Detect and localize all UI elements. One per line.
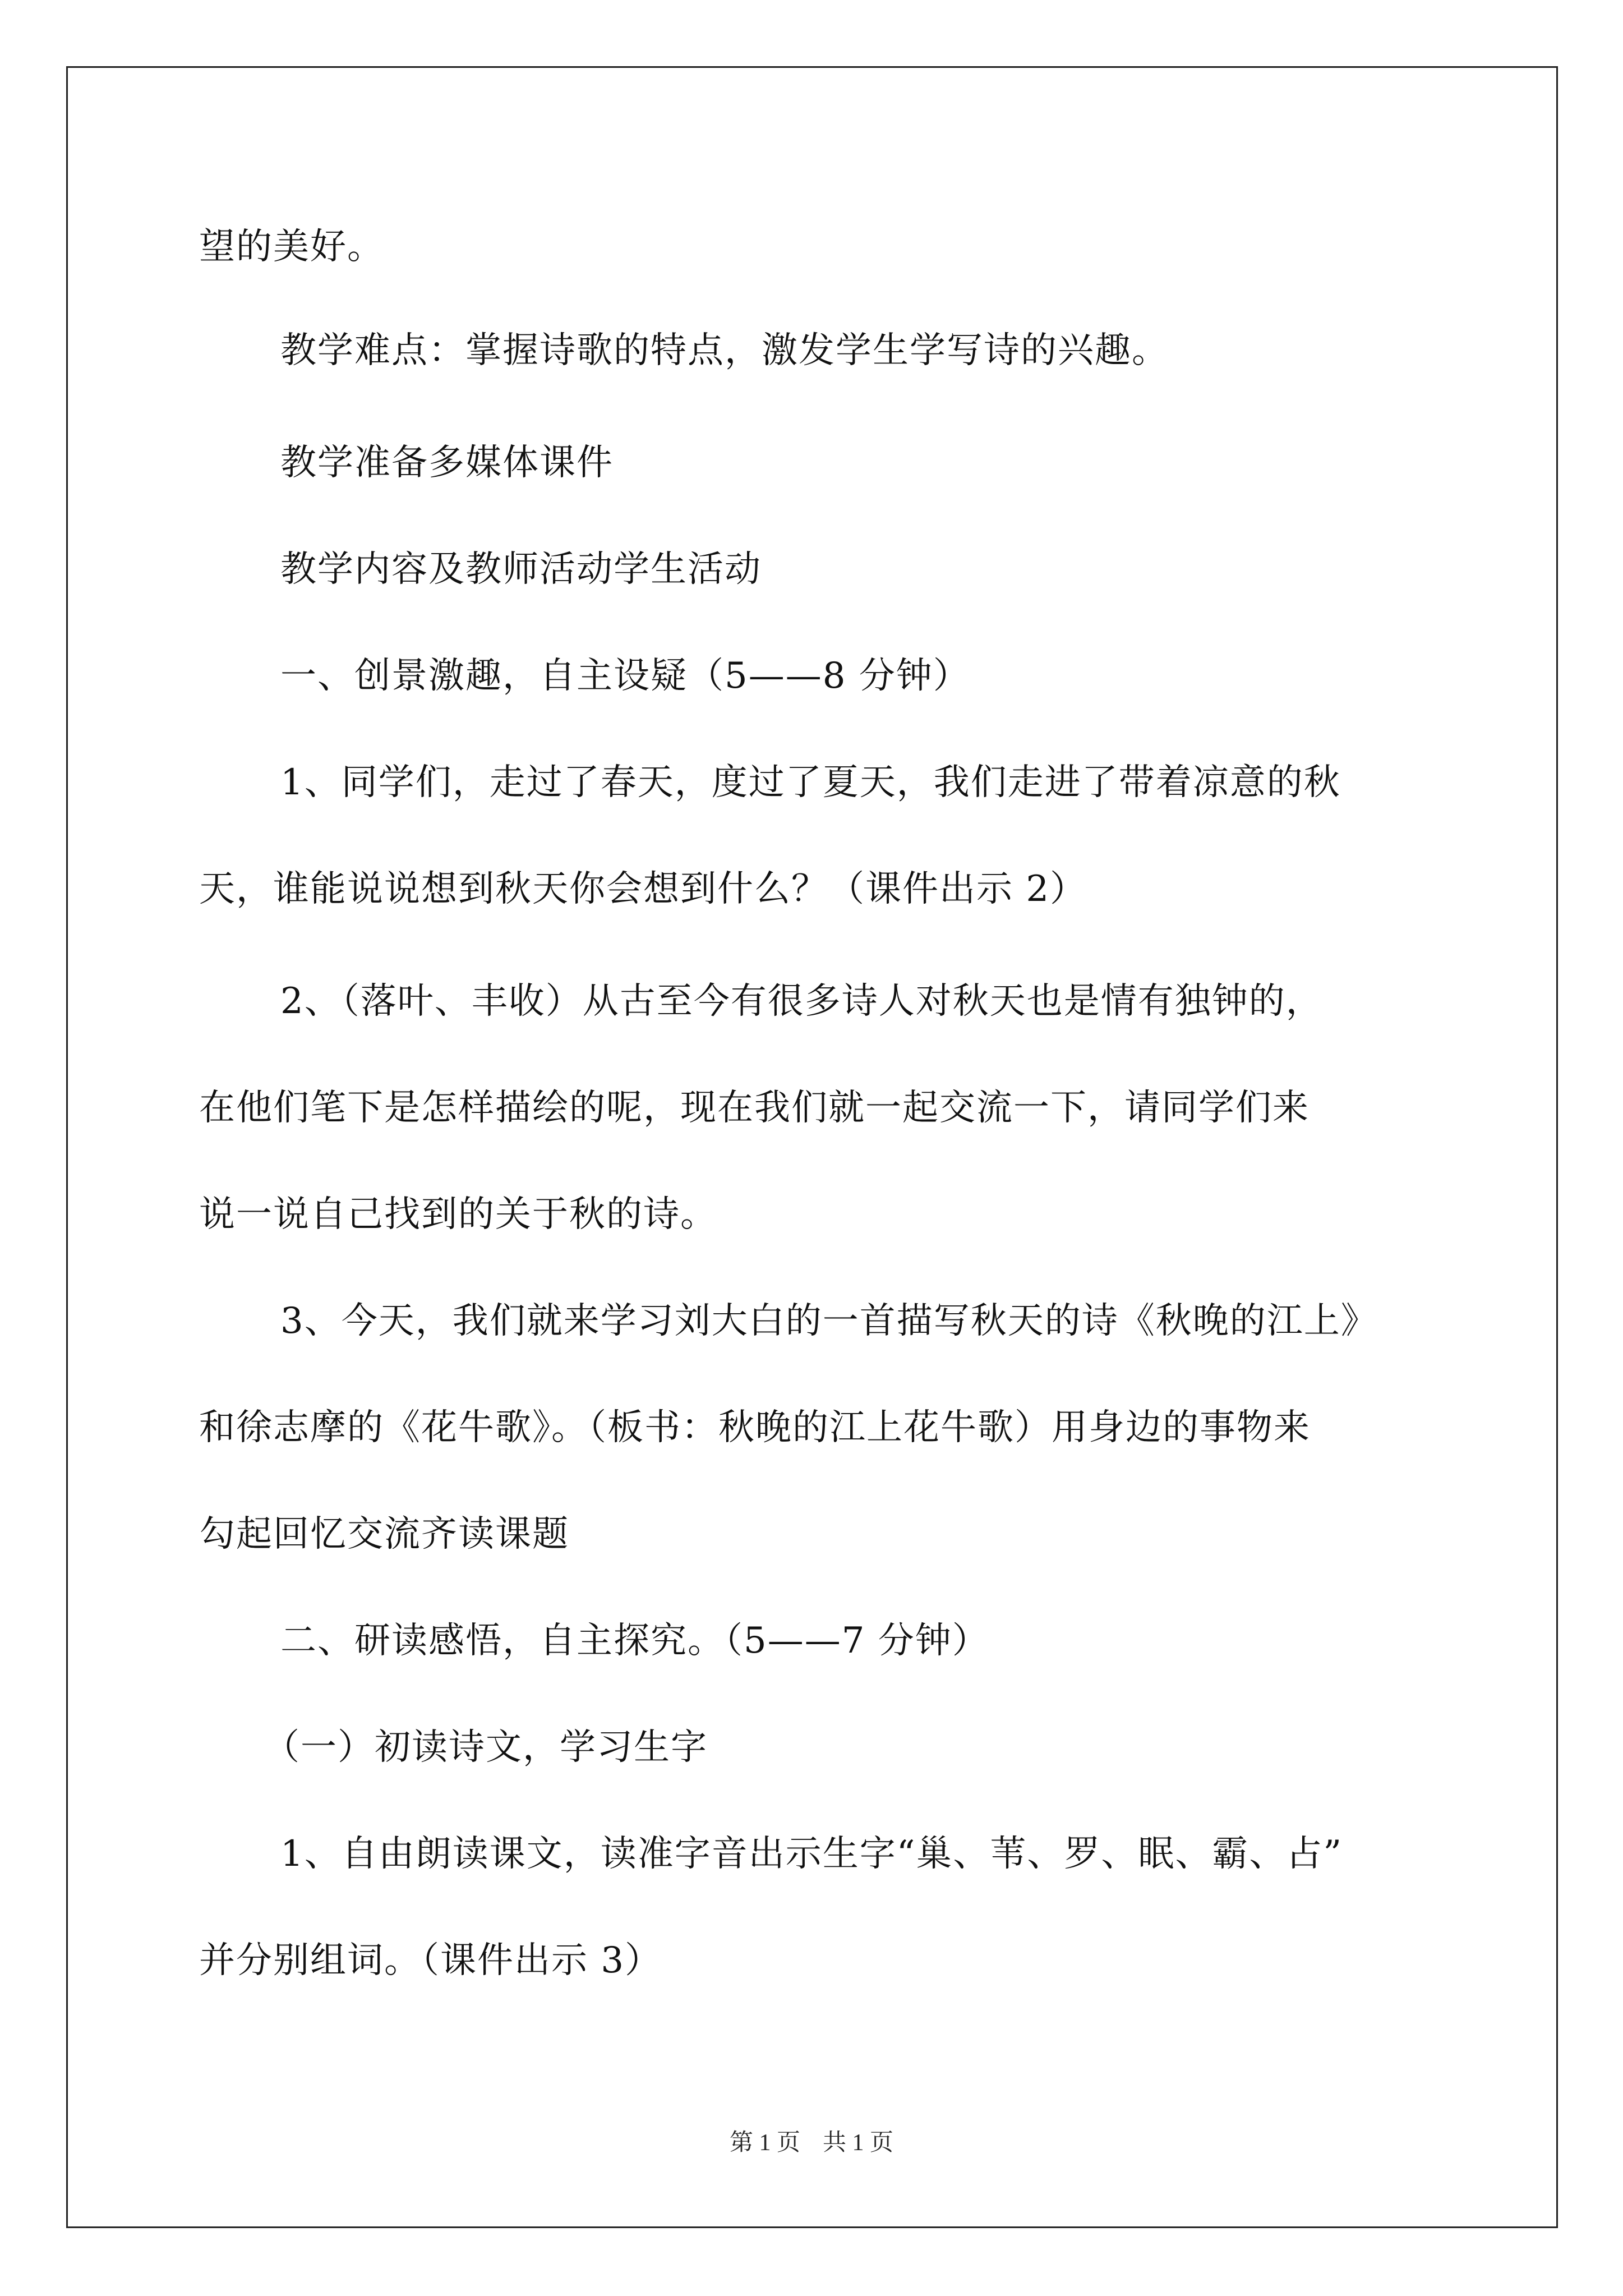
text-line: 和徐志摩的《花牛歌》。（板书：秋晚的江上花牛歌）用身边的事物来 [199, 1407, 1311, 1448]
section-heading: 一、创景激趣，自主设疑（5——8 分钟） [280, 655, 970, 697]
page-border [66, 66, 1558, 2228]
text-line: 3、今天，我们就来学习刘大白的一首描写秋天的诗《秋晚的江上》 [280, 1300, 1378, 1342]
text-line: 天，谁能说说想到秋天你会想到什么？（课件出示 2） [199, 868, 1087, 910]
text-line: 勾起回忆交流齐读课题 [199, 1513, 569, 1555]
text-line: 教学准备多媒体课件 [280, 442, 614, 484]
text-line: 1、同学们，走过了春天，度过了夏天，我们走进了带着凉意的秋 [280, 762, 1341, 803]
page-number-total: 共 1 页 [823, 2130, 894, 2156]
page-number-current: 第 1 页 [729, 2130, 800, 2156]
subsection-heading: （一）初读诗文，学习生字 [264, 1727, 708, 1768]
section-heading: 二、研读感悟，自主探究。（5——7 分钟） [280, 1620, 989, 1662]
text-line: 1、自由朗读课文，读准字音出示生字“巢、苇、罗、眠、霸、占” [280, 1833, 1343, 1875]
text-line: 教学难点：掌握诗歌的特点，激发学生学写诗的兴趣。 [280, 330, 1169, 371]
text-line: 2、（落叶、丰收）从古至今有很多诗人对秋天也是情有独钟的， [280, 981, 1323, 1022]
page-footer [0, 2129, 1623, 2157]
text-line: 望的美好。 [199, 226, 384, 268]
text-line: 说一说自己找到的关于秋的诗。 [199, 1194, 717, 1235]
text-line: 在他们笔下是怎样描绘的呢，现在我们就一起交流一下，请同学们来 [199, 1087, 1310, 1129]
text-line: 并分别组词。（课件出示 3） [199, 1940, 662, 1981]
text-line: 教学内容及教师活动学生活动 [280, 549, 762, 590]
